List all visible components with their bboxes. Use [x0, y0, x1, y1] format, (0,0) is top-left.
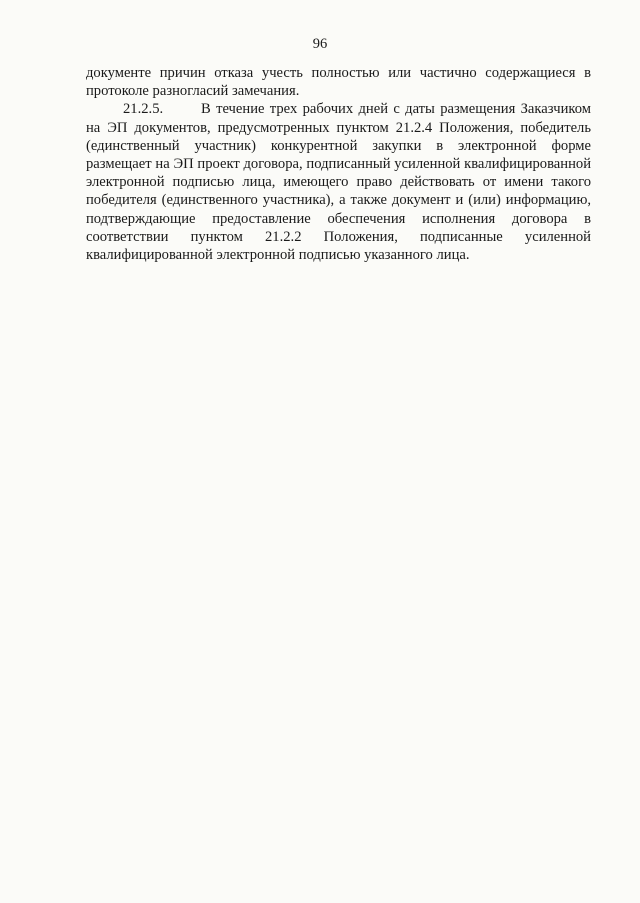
paragraph-text: документе причин отказа учесть полностью или частично содержащиеся в протоколе разногласий замечания. [86, 65, 591, 100]
paragraph-number: 21.2.5. [123, 101, 164, 118]
paragraph-text: В течение трех рабочих дней с даты размещения Заказчиком на ЭП документов, предусмотренных пунктом 21.2.4 Положения, победитель (единственный участник) конкурентной закупки в электронной форме размещает на ЭП проект договора, подписанный усиленной квалифицированной электронной подписью лица, имеющего право действовать от имени такого победителя (единственного участника), а также документ и (или) информацию, подтверждающие предоставление обеспечения исполнения договора в соответствии пунктом 21.2.2 Положения, подписанные усиленной квалифицированной электронной подписью указанного лица. [86, 101, 591, 264]
paragraph-21-2-5 [86, 100, 591, 264]
paragraph-continuation [86, 64, 591, 100]
document-body [86, 64, 591, 264]
page-number: 96 [312, 36, 328, 52]
